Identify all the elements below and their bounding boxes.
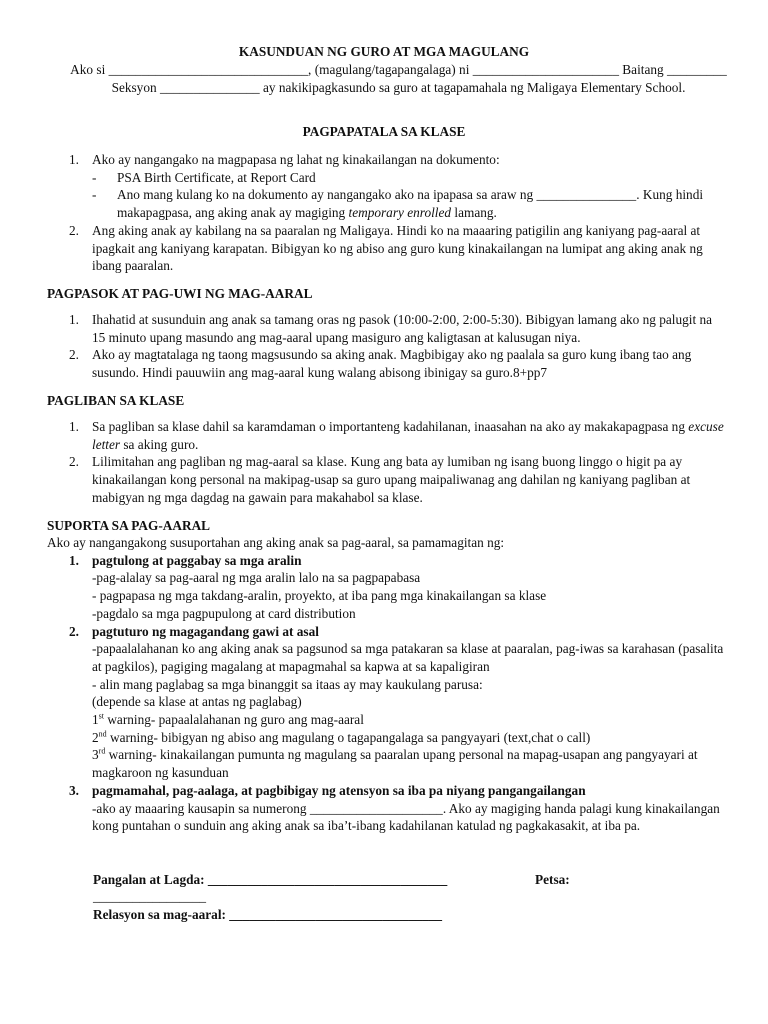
warning-line: 2nd warning- bibigyan ng abiso ang magulang o tagapangalaga sa pangyayari (text,chat o call) (92, 729, 591, 745)
sub-line: -papaalalahanan ko ang aking anak sa pagsunod sa mga patakaran sa klase at paaralan, pag-iwas sa karahasan (pasalita at pagkilos), pagiging magalang at mapagmahal sa kapwa at sa kapaligiran (92, 641, 724, 674)
list-item (47, 222, 727, 275)
sub-line: - pagpapasa ng mga takdang-aralin, proyekto, at iba pang mga kinakailangan sa klase (92, 588, 547, 604)
sub-line: - alin mang paglabag sa mga binanggit sa itaas ay may kaukulang parusa: (92, 676, 483, 692)
list-item (47, 453, 727, 506)
emphasis-text: temporary enrolled (348, 205, 452, 221)
sub-line: (depende sa klase at antas ng paglabag) (92, 694, 302, 710)
item-number: 1. (69, 419, 79, 434)
heading-pagliban: PAGLIBAN SA KLASE (47, 393, 185, 408)
item-text: PSA Birth Certificate, at Report Card (117, 169, 316, 185)
item-title: pagtulong at paggabay sa mga aralin (92, 552, 302, 568)
item-number: 1. (69, 312, 79, 327)
intro-paragraph: Ako si ______________________________, (magulang/tagapangalaga) ni ______________________ Baitang _________ Seksyon _______________ ay nakikipagkasundo sa guro at tagapamahala ng Maligaya Elementary School. (70, 62, 727, 95)
item-number: 1. (69, 552, 79, 568)
list-item (47, 311, 727, 346)
list-item: 1. Sa pagliban sa klase dahil sa karamdaman o importanteng kadahilanan, inaasahan na ako ay makakapagpasa ng excuse letter sa aking guro. (69, 419, 724, 452)
section-pagliban (47, 418, 727, 507)
list-item (47, 346, 727, 381)
relation-field[interactable]: Relasyon sa mag-aaral: ________________________________ (93, 907, 443, 922)
emphasis-text: excuse letter (92, 419, 724, 452)
date-label: Petsa: (535, 872, 570, 887)
heading-pagpasok: PAGPASOK AT PAG-UWI NG MAG-AARAL (47, 286, 313, 301)
item-number: 2. (69, 623, 79, 639)
section-suporta (47, 534, 727, 835)
item-number: 3. (69, 782, 79, 798)
item-number: 2. (69, 347, 79, 363)
item-number: 2. (69, 454, 79, 470)
item-number: 1. (69, 152, 79, 167)
item-title: pagmamahal, pag-aalaga, at pagbibigay ng atensyon sa iba pa niyang pangangailangan (92, 782, 586, 798)
date-field[interactable]: _________________ (93, 889, 207, 904)
item-text: Ano mang kulang ko na dokumento ay nangangako ako na ipapasa sa araw ng _______________. Kung hindi makapagpasa, ang aking anak ay magiging (117, 187, 704, 221)
item-text: Ako ay nangangako na magpapasa ng lahat ng kinakailangan na dokumento: (92, 152, 500, 167)
list-item: - PSA Birth Certificate, at Report Card (92, 169, 316, 185)
list-item: - Ano mang kulang ko na dokumento ay nangangako ako na ipapasa sa araw ng _______________. Kung hindi makapagpasa, ang aking anak ay magiging temporary enrolled lamang. (92, 187, 704, 221)
item-number: 2. (69, 222, 79, 238)
sub-line: -ako ay maaaring kausapin sa numerong ____________________. Ako ay magiging handa palagi kung kinakailangan kong puntahan o sunduin ang aking anak sa iba’t-ibang kadahilanan katulad ng pagkakasakit, at iba pa. (92, 800, 720, 834)
item-text: Lilimitahan ang pagliban ng mag-aaral sa klase. Kung ang bata ay lumiban ng isang buong linggo o higit pa ay kinakailangan kong personal na makipag-usap sa guro upang maipaliwanag ang dahilan ng kaniyang pagliban at mabigyan ng mga dagdag na gawain para makahabol sa klase. (92, 454, 691, 505)
item-text: Ihahatid at susunduin ang anak sa tamang oras ng pasok (10:00-2:00, 2:00-5:30). Bibigyan lamang ako ng palugit na 15 minuto upang masundo ang mag-aaral upang masiguro ang kaligtasan at kalusugan niya. (92, 312, 713, 345)
item-title: pagtuturo ng magagandang gawi at asal (92, 623, 319, 639)
list-item (47, 623, 727, 641)
sub-line: -pag-alalay sa pag-aaral ng mga aralin lalo na sa pagpapabasa (92, 570, 421, 586)
name-signature-field[interactable]: Pangalan at Lagda: ____________________________________ (93, 872, 448, 887)
lead-text: Ako ay nangangakong susuportahan ang aking anak sa pag-aaral, sa pamamagitan ng: (47, 535, 505, 550)
item-text: Ang aking anak ay kabilang na sa paaralan ng Maligaya. Hindi ko na maaaring patigilin ang kaniyang pag-aaral at ipagkait ang kaniyang karapatan. Bibigyan ko ng abiso ang guro kung kinakailangan na lumipat ang aking anak ng ibang paaralan. (92, 222, 703, 274)
list-item (47, 782, 727, 800)
heading-pagpapatala: PAGPAPATALA SA KLASE (302, 124, 466, 139)
section-pagpapatala (47, 151, 727, 275)
item-text: Ako ay magtatalaga ng taong magsusundo sa aking anak. Magbibigay ako ng paalala sa guro kung ibang tao ang susundo. Hindi pauuwiin ang mag-aaral kung walang abisong ibinigay sa guro.8+pp7 (92, 347, 692, 381)
section-pagpasok (47, 311, 727, 382)
sub-line: -pagdalo sa mga pagpupulong at card distribution (92, 605, 356, 621)
warning-line: 1st warning- papaalalahanan ng guro ang mag-aaral (92, 711, 364, 728)
heading-suporta: SUPORTA SA PAG-AARAL (47, 518, 211, 533)
warning-line: 3rd warning- kinakailangan pumunta ng magulang sa paaralan upang personal na mapag-usapan ang pangyayari at magkaroon ng kasunduan (92, 747, 698, 781)
document-title: KASUNDUAN NG GURO AT MGA MAGULANG (238, 44, 530, 59)
item-text: Sa pagliban sa klase dahil sa karamdaman o importanteng kadahilanan, inaasahan na ako ay makakapagpasa ng (92, 419, 689, 434)
list-item (47, 552, 727, 570)
list-item (47, 151, 727, 169)
